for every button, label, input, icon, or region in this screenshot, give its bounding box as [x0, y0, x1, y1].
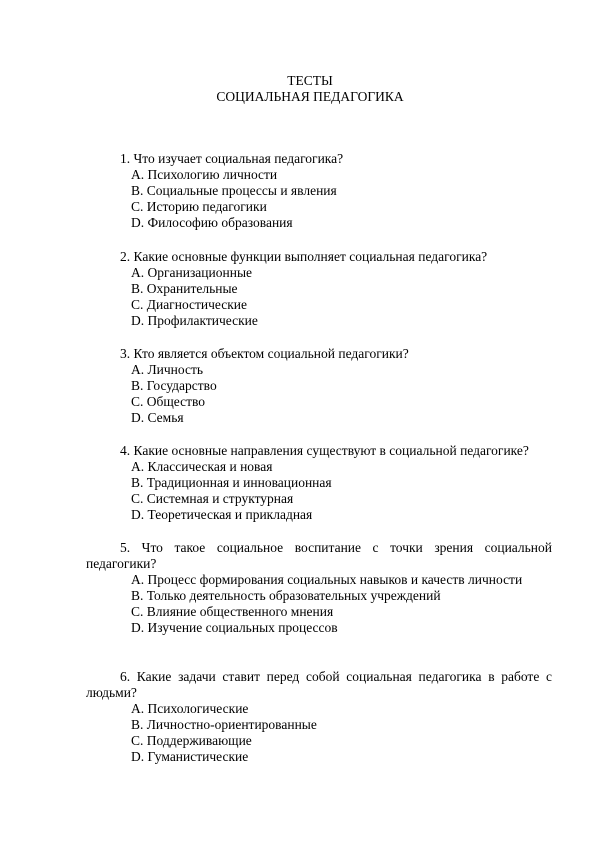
answer-options: [86, 701, 552, 765]
question-text: 1. Что изучает социальная педагогика?: [120, 151, 344, 166]
answer-option-a: A. Психологию личности: [131, 167, 278, 183]
answer-option-c: C. Системная и структурная: [131, 491, 294, 507]
answer-options: [86, 265, 552, 329]
answer-option-a: A. Психологические: [131, 701, 249, 717]
question-text: 2. Какие основные функции выполняет социальная педагогика?: [120, 249, 488, 264]
answer-option-c: C. Диагностические: [131, 297, 248, 313]
answer-option-a: A. Классическая и новая: [131, 459, 273, 475]
answer-option-a: A. Организационные: [131, 265, 253, 281]
question-text: 6. Какие задачи ставит перед собой социальная педагогика в работе с людьми?: [86, 669, 552, 701]
answer-option-b: B. Традиционная и инновационная: [131, 475, 332, 491]
question-text: 3. Кто является объектом социальной педагогики?: [120, 346, 409, 361]
question-text: 5. Что такое социальное воспитание с точки зрения социальной педагогики?: [86, 540, 552, 572]
answer-option-b: B. Охранительные: [131, 281, 238, 297]
question-2: [86, 249, 552, 329]
answer-option-a: A. Процесс формирования социальных навыков и качеств личности: [131, 572, 523, 588]
answer-option-b: B. Только деятельность образовательных учреждений: [131, 588, 441, 604]
question-6: [86, 669, 552, 766]
answer-option-d: D. Профилактические: [131, 313, 258, 329]
answer-option-b: B. Социальные процессы и явления: [131, 183, 337, 199]
answer-option-d: D. Изучение социальных процессов: [131, 620, 338, 636]
question-4: [86, 443, 552, 523]
answer-options: [86, 459, 552, 523]
answer-options: [86, 362, 552, 426]
document-title: ТЕСТЫ: [287, 73, 333, 88]
answer-options: [86, 167, 552, 231]
answer-option-d: D. Семья: [131, 410, 184, 426]
answer-option-a: A. Личность: [131, 362, 204, 378]
answer-option-d: D. Теоретическая и прикладная: [131, 507, 313, 523]
question-3: [86, 346, 552, 426]
question-1: [86, 151, 552, 231]
answer-option-d: D. Гуманистические: [131, 749, 249, 765]
answer-option-b: B. Государство: [131, 378, 217, 394]
answer-option-c: C. Историю педагогики: [131, 199, 267, 215]
answer-options: [86, 572, 552, 636]
answer-option-c: C. Общество: [131, 394, 206, 410]
answer-option-c: C. Поддерживающие: [131, 733, 252, 749]
answer-option-c: C. Влияние общественного мнения: [131, 604, 334, 620]
answer-option-b: B. Личностно-ориентированные: [131, 717, 317, 733]
answer-option-d: D. Философию образования: [131, 215, 293, 231]
document-subtitle: СОЦИАЛЬНАЯ ПЕДАГОГИКА: [216, 89, 404, 104]
question-text: 4. Какие основные направления существуют в социальной педагогике?: [120, 443, 529, 458]
question-5: [86, 540, 552, 637]
